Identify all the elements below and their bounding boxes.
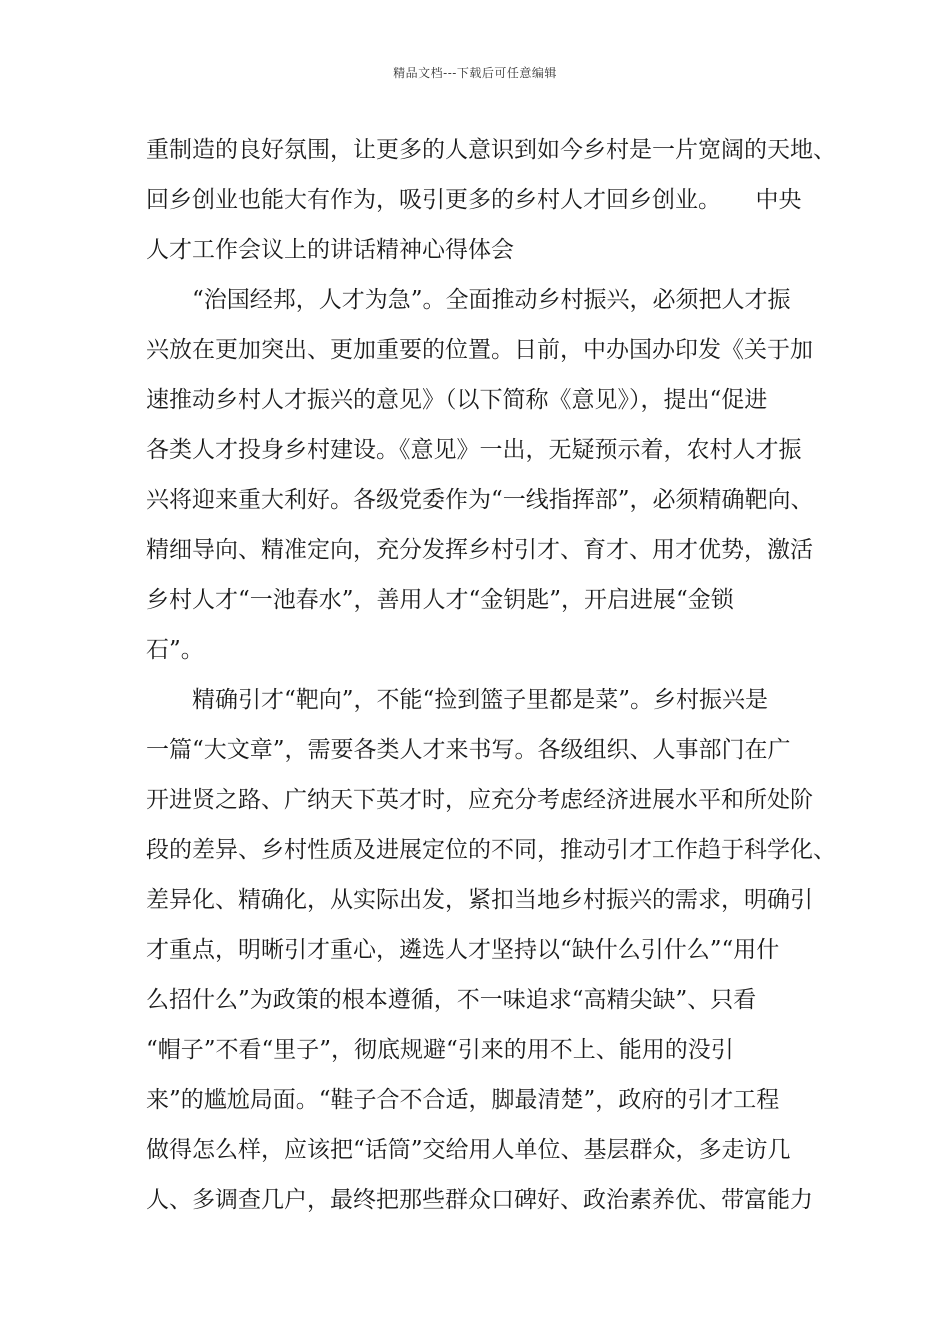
text-line: 乡村人才“一池春水”，善用人才“金钥匙”，开启进展“金锁 xyxy=(146,587,734,613)
text-line: 各类人才投身乡村建设。《意见》一出，无疑预示着，农村人才振 xyxy=(146,437,802,463)
page-header: 精品文档---下载后可任意编辑 xyxy=(393,66,557,80)
text-line: 段的差异、乡村性质及进展定位的不同，推动引才工作趋于科学化、 xyxy=(146,837,836,863)
text-line: 来”的尴尬局面。“鞋子合不合适，脚最清楚”，政府的引才工程 xyxy=(146,1087,780,1113)
paragraph-first-line: “治国经邦，人才为急”。全面推动乡村振兴，必须把人才振 xyxy=(192,287,791,313)
paragraph-first-line: 精确引才“靶向”，不能“捡到篮子里都是菜”。乡村振兴是 xyxy=(192,687,769,713)
text-line: 回乡创业也能大有作为，吸引更多的乡村人才回乡创业。 中央 xyxy=(146,187,802,213)
text-line: 精细导向、精准定向，充分发挥乡村引才、育才、用才优势，激活 xyxy=(146,537,813,563)
text-line: 重制造的良好氛围，让更多的人意识到如今乡村是一片宽阔的天地、 xyxy=(146,137,836,163)
text-line: 做得怎么样，应该把“话筒”交给用人单位、基层群众，多走访几 xyxy=(146,1137,791,1163)
text-line: 石”。 xyxy=(146,637,204,663)
text-line: “帽子”不看“里子”，彻底规避“引来的用不上、能用的没引 xyxy=(146,1037,734,1063)
text-line: 兴将迎来重大利好。各级党委作为“一线指挥部”，必须精确靶向、 xyxy=(146,487,814,513)
text-line: 兴放在更加突出、更加重要的位置。日前，中办国办印发《关于加 xyxy=(146,337,813,363)
text-line: 差异化、精确化，从实际出发，紧扣当地乡村振兴的需求，明确引 xyxy=(146,887,813,913)
text-line: 一篇“大文章”，需要各类人才来书写。各级组织、人事部门在广 xyxy=(146,737,791,763)
text-line: 人才工作会议上的讲话精神心得体会 xyxy=(146,237,514,263)
text-line: 开进贤之路、广纳天下英才时，应充分考虑经济进展水平和所处阶 xyxy=(146,787,813,813)
text-line: 速推动乡村人才振兴的意见》（以下简称《意见》），提出“促进 xyxy=(146,387,768,413)
text-line: 才重点，明晰引才重心，遴选人才坚持以“缺什么引什么”“用什 xyxy=(146,937,780,963)
text-line: 么招什么”为政策的根本遵循，不一味追求“高精尖缺”、只看 xyxy=(146,987,757,1013)
text-line: 人、多调查几户，最终把那些群众口碑好、政治素养优、带富能力 xyxy=(146,1187,813,1213)
